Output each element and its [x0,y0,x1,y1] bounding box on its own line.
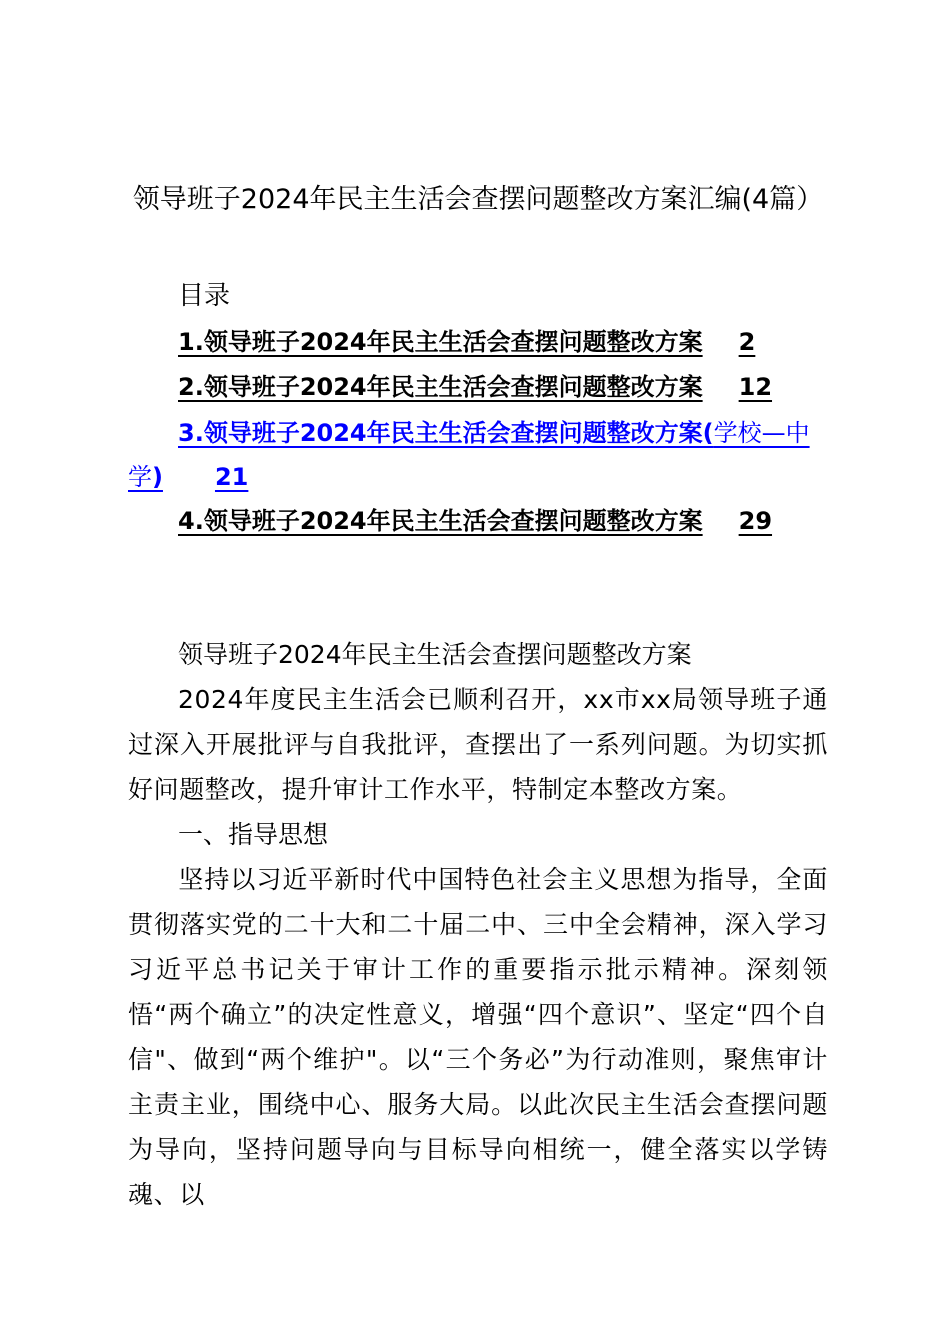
toc-entry-page: 29 [738,507,773,535]
toc-entry-page: 12 [738,373,773,401]
toc-heading: 目录 [178,281,231,311]
toc-entry-text: 4.领导班子2024年民主生活会查摆问题整改方案 [178,507,703,535]
toc-entry-page: 21 [214,463,249,491]
toc-entry-close: ) [152,463,163,491]
toc-entry-subtitle: 学校—中学 [128,419,810,491]
section-text: 坚持以习近平新时代中国特色社会主义思想为指导，全面贯彻落实党的二十大和二十届二中、三中全会精神，深入学习习近平总书记关于审计工作的重要指示批示精神。深刻领悟“两个确立”的决定性意义，增强“四个意识”、坚定“四个自信"、做到“两个维护"。以“三个务必”为行动准则，聚焦审计主责主业，围绕中心、服务大局。以此次民主生活会查摆问题为导向，坚持问题导向与目标导向相统一，健全落实以学铸魂、以 [128,865,828,1209]
toc-entry-2[interactable] [178,369,772,405]
toc-entry-text: 3.领导班子2024年民主生活会查摆问题整改方案( [178,419,714,447]
article-title: 领导班子2024年民主生活会查摆问题整改方案 [178,640,692,669]
toc-entry-text: 1.领导班子2024年民主生活会查摆问题整改方案 [178,328,703,356]
section-paragraph [128,857,828,1217]
toc-entry-text: 2.领导班子2024年民主生活会查摆问题整改方案 [178,373,703,401]
toc-entry-1[interactable] [178,324,755,360]
toc-entry-4[interactable] [178,503,772,539]
intro-text: 2024年度民主生活会已顺利召开，xx市xx局领导班子通过深入开展批评与自我批评，查摆出了一系列问题。为切实抓好问题整改，提升审计工作水平，特制定本整改方案。 [128,685,828,804]
toc-entry-3[interactable] [128,411,828,499]
toc-entry-page: 2 [738,328,756,356]
intro-paragraph [128,677,828,812]
section-heading: 一、指导思想 [178,820,329,849]
document-title: 领导班子2024年民主生活会查摆问题整改方案汇编(4篇） [132,184,824,215]
